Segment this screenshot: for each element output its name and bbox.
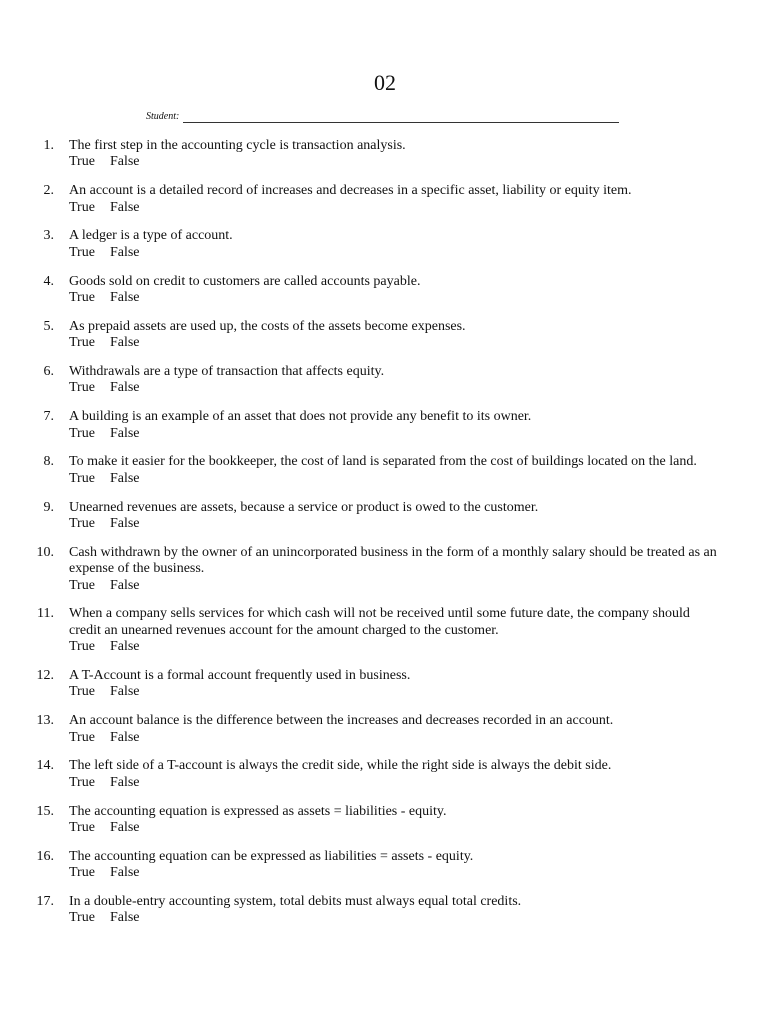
answer-false[interactable]: False [109,516,140,532]
question-text: The first step in the accounting cycle is transaction analysis. [69,138,406,153]
answer-options [69,200,719,216]
question-number: 12. [36,668,54,684]
question-number: 8. [43,454,54,470]
question-item [0,545,770,594]
question-body [69,668,719,701]
question-body [69,228,719,261]
question-text: The left side of a T-account is always the credit side, while the right side is always the debit side. [69,758,612,774]
question-item [0,228,770,261]
question-body [69,183,719,216]
question-text: A building is an example of an asset that does not provide any benefit to its owner. [69,409,532,425]
answer-options [69,910,719,926]
question-number: 13. [36,713,54,729]
answer-options [69,471,719,487]
answer-false[interactable]: False [109,684,140,700]
answer-false[interactable]: False [109,244,140,260]
question-item [0,454,770,487]
question-text: To make it easier for the bookkeeper, the cost of land is separated from the cost of buildings located on the land. [69,454,697,470]
answer-false[interactable]: False [109,380,140,396]
answer-true[interactable]: True [69,425,95,441]
answer-false[interactable]: False [109,774,140,790]
answer-options [69,245,719,261]
question-text: Cash withdrawn by the owner of an unincorporated business in the form of a monthly salary should be treated as an expense of the business. [69,544,717,577]
question-body [69,319,719,352]
question-item [0,606,770,655]
question-body [69,364,719,397]
answer-options [69,380,719,396]
answer-options [69,820,719,836]
question-number: 15. [36,803,54,819]
question-text: Withdrawals are a type of transaction that affects equity. [69,364,385,380]
answer-true[interactable]: True [69,199,95,215]
answer-true[interactable]: True [69,684,95,700]
question-text: A T-Account is a formal account frequently used in business. [69,668,411,684]
page-title: 02 [374,70,396,95]
question-number: 17. [36,894,54,910]
question-number: 14. [36,758,54,774]
answer-true[interactable]: True [69,470,95,486]
answer-true[interactable]: True [69,577,95,593]
question-body [69,454,719,487]
question-item [0,668,770,701]
question-number: 3. [43,228,54,244]
question-body [69,274,719,307]
question-text: An account balance is the difference between the increases and decreases recorded in an account. [69,713,614,729]
question-body [69,804,719,837]
answer-options [69,639,719,655]
answer-options [69,684,719,700]
question-text: In a double-entry accounting system, total debits must always equal total credits. [69,894,522,910]
question-number: 1. [43,138,54,153]
answer-true[interactable]: True [69,820,95,836]
question-number: 11. [37,606,54,622]
answer-false[interactable]: False [109,820,140,836]
question-body [69,713,719,746]
answer-true[interactable]: True [69,154,95,170]
question-list [0,138,770,939]
answer-options [69,290,719,306]
answer-true[interactable]: True [69,774,95,790]
answer-options [69,865,719,881]
question-item [0,713,770,746]
question-item [0,364,770,397]
question-item [0,274,770,307]
answer-options [69,335,719,351]
question-body [69,606,719,655]
question-body [69,545,719,594]
question-body [69,500,719,533]
question-item [0,500,770,533]
question-item [0,409,770,442]
student-name-line[interactable] [183,113,619,123]
question-item [0,319,770,352]
answer-true[interactable]: True [69,865,95,881]
question-text: Unearned revenues are assets, because a service or product is owed to the customer. [69,499,539,515]
answer-options [69,516,719,532]
question-text: The accounting equation is expressed as assets = liabilities - equity. [69,803,447,819]
answer-true[interactable]: True [69,516,95,532]
answer-options [69,775,719,791]
answer-false[interactable]: False [109,865,140,881]
question-body [69,409,719,442]
question-item [0,849,770,882]
question-body [69,758,719,791]
answer-true[interactable]: True [69,335,95,351]
answer-false[interactable]: False [109,639,140,655]
question-item [0,804,770,837]
answer-true[interactable]: True [69,290,95,306]
answer-false[interactable]: False [109,577,140,593]
question-number: 16. [36,848,54,864]
answer-true[interactable]: True [69,639,95,655]
answer-true[interactable]: True [69,729,95,745]
question-number: 2. [43,183,54,199]
question-text: As prepaid assets are used up, the costs of the assets become expenses. [69,318,466,334]
answer-false[interactable]: False [109,470,140,486]
question-body [69,849,719,882]
answer-true[interactable]: True [69,380,95,396]
question-number: 5. [43,318,54,334]
answer-true[interactable]: True [69,910,95,926]
answer-false[interactable]: False [109,335,140,351]
student-label: Student: [146,111,180,122]
answer-true[interactable]: True [69,244,95,260]
question-number: 4. [43,273,54,289]
question-text: The accounting equation can be expressed as liabilities = assets - equity. [69,848,474,864]
question-body [69,138,719,171]
answer-false[interactable]: False [109,154,140,170]
question-text: Goods sold on credit to customers are called accounts payable. [69,273,421,289]
question-number: 7. [43,409,54,425]
question-text: When a company sells services for which cash will not be received until some future date, the company should credit an unearned revenues account for the amount charged to the customer. [69,606,690,638]
question-item [0,894,770,927]
answer-false[interactable]: False [109,199,140,215]
question-item [0,138,770,171]
question-number: 9. [43,499,54,515]
question-body [69,894,719,927]
answer-options [69,730,719,746]
answer-false[interactable]: False [109,290,140,306]
answer-options [69,154,719,170]
answer-false[interactable]: False [109,729,140,745]
answer-options [69,426,719,442]
question-number: 10. [36,544,54,560]
question-text: An account is a detailed record of increases and decreases in a specific asset, liability or equity item. [69,183,632,199]
question-item [0,758,770,791]
question-number: 6. [43,364,54,380]
question-text: A ledger is a type of account. [69,228,233,244]
answer-false[interactable]: False [109,425,140,441]
answer-options [69,578,719,594]
answer-false[interactable]: False [109,910,140,926]
student-field-row [146,111,619,123]
question-item [0,183,770,216]
